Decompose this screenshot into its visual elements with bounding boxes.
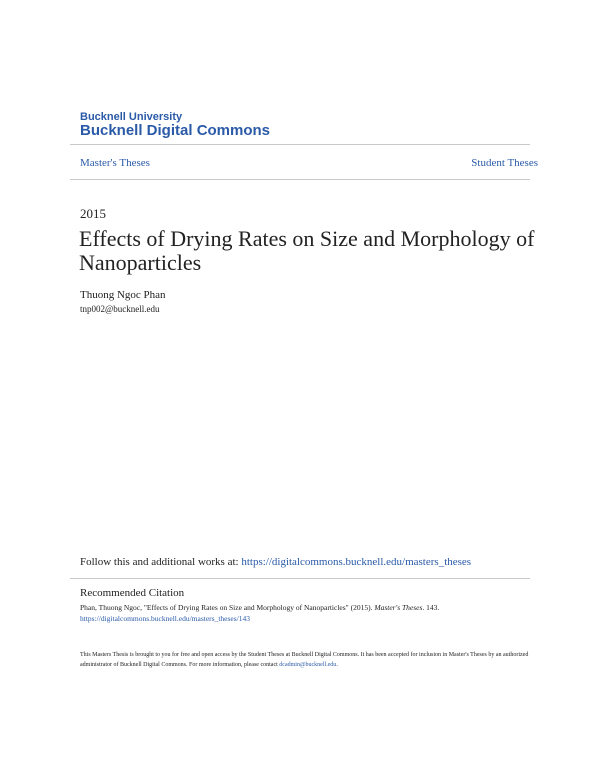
citation-text — [80, 602, 530, 624]
citation-link[interactable]: https://digitalcommons.bucknell.edu/masters_theses/143 — [80, 614, 250, 623]
repository-link[interactable]: Bucknell Digital Commons — [80, 122, 271, 139]
contact-email-link[interactable]: dcadmin@bucknell.edu — [279, 662, 337, 668]
citation-divider — [70, 578, 530, 579]
notice-text: This Masters Thesis is brought to you for free and open access by the Student Theses at Bucknell Digital Commons. It has been accepted for inclusion in Master's Theses by an authorized administrator of Bucknell Digital Commons. For more information, please contact — [80, 652, 529, 668]
university-name: Bucknell University — [80, 111, 183, 123]
notice-end: . — [336, 662, 338, 668]
citation-series: Master's Theses — [374, 603, 423, 612]
student-theses-link[interactable]: Student Theses — [471, 157, 538, 169]
paper-title: Effects of Drying Rates on Size and Morphology of Nanoparticles — [79, 226, 535, 275]
author-email: tnp002@bucknell.edu — [80, 304, 160, 314]
top-divider — [70, 144, 530, 145]
author-name: Thuong Ngoc Phan — [80, 289, 166, 301]
citation-prefix: Phan, Thuong Ngoc, "Effects of Drying Rates on Size and Morphology of Nanoparticles" (2015). — [80, 603, 373, 612]
access-notice — [80, 650, 530, 670]
masters-theses-link[interactable]: Master's Theses — [80, 157, 150, 169]
follow-line — [80, 556, 471, 568]
collection-link[interactable]: https://digitalcommons.bucknell.edu/masters_theses — [241, 556, 472, 568]
citation-number: . 143. — [422, 603, 440, 612]
publication-year: 2015 — [80, 206, 106, 221]
follow-label: Follow this and additional works at: — [80, 556, 239, 568]
nav-divider — [70, 179, 530, 180]
recommended-citation-heading: Recommended Citation — [80, 587, 185, 599]
